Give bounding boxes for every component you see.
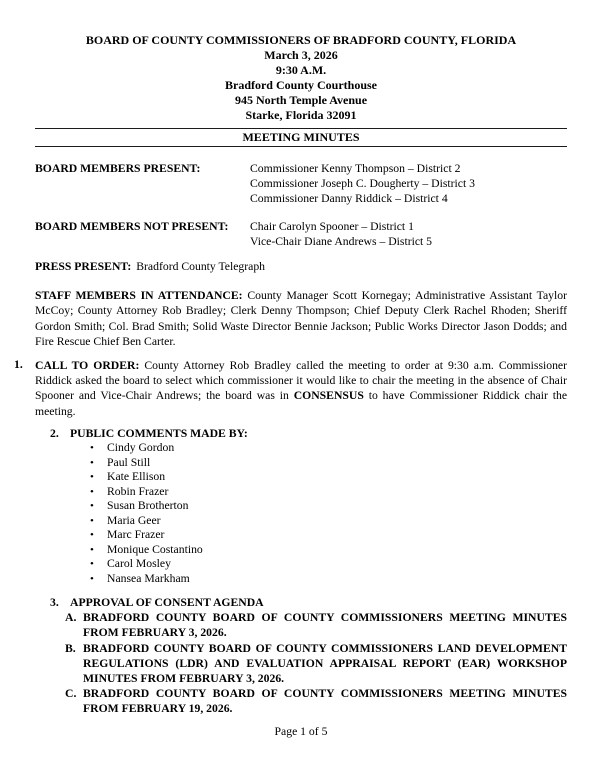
speaker-name: Nansea Markham: [107, 571, 190, 585]
present-member: Commissioner Danny Riddick – District 4: [250, 192, 448, 206]
bullet-icon: •: [90, 500, 94, 513]
speaker-name: Maria Geer: [107, 513, 161, 527]
subitem-letter: A.: [65, 611, 77, 625]
list-item: [90, 456, 567, 471]
speaker-name: Kate Ellison: [107, 470, 166, 484]
item-2-number: 2.: [50, 426, 59, 440]
speaker-name: Marc Frazer: [107, 528, 165, 542]
call-to-order-text: County Attorney Rob Bradley called the meeting to order at 9:30 a.m. Commissioner Riddick asked the board to select which commissioner it would like to chair the meeting in the absence of Chair Spooner and Vice-Chair Andrews; the board was in: [35, 359, 568, 403]
speaker-name: Robin Frazer: [107, 484, 169, 498]
board-title: BOARD OF COUNTY COMMISSIONERS OF BRADFORD COUNTY, FLORIDA: [85, 33, 517, 47]
speaker-name: Carol Mosley: [107, 557, 171, 571]
bullet-icon: •: [90, 543, 94, 556]
speaker-name: Cindy Gordon: [107, 441, 175, 455]
list-item: [90, 514, 567, 529]
bullet-icon: •: [90, 442, 94, 455]
meeting-minutes-title: MEETING MINUTES: [242, 130, 360, 144]
call-to-order-body: [35, 358, 567, 419]
list-item: [90, 528, 567, 543]
subitem-letter: B.: [65, 641, 76, 655]
consensus-word: CONSENSUS: [293, 389, 364, 403]
consent-agenda-subitem: [65, 686, 567, 716]
agenda-item-public-comments: [50, 426, 567, 441]
bullet-icon: •: [90, 456, 94, 469]
staff-attendance-text: County Manager Scott Kornegay; Administrative Assistant Taylor McCoy; County Attorney Rob Bradley; Clerk Denny Thompson; Chief Deputy Clerk Rachel Rhoden; Sheriff Gordon Smith; Col. Brad Smith; Solid Waste Director Bennie Jackson; Public Works Director Jason Dodds; and Fire Rescue Chief Ben Carter.: [35, 289, 568, 348]
consent-agenda-subitem: [65, 610, 567, 640]
meeting-date: March 3, 2026: [264, 48, 338, 62]
subitem-text: BRADFORD COUNTY BOARD OF COUNTY COMMISSIONERS MEETING MINUTES FROM FEBRUARY 19, 2026.: [83, 687, 567, 716]
present-member: Commissioner Joseph C. Dougherty – District 3: [250, 177, 475, 191]
board-members-present-section: [35, 161, 567, 207]
bullet-icon: •: [90, 558, 94, 571]
press-present-value: Bradford County Telegraph: [136, 260, 266, 274]
public-comment-speakers-list: [90, 441, 567, 586]
present-list: [250, 161, 567, 207]
present-member: Commissioner Kenny Thompson – District 2: [250, 162, 461, 175]
bullet-icon: •: [90, 485, 94, 498]
subitem-text: BRADFORD COUNTY BOARD OF COUNTY COMMISSIONERS LAND DEVELOPMENT REGULATIONS (LDR) AND EVALUATION APPRAISAL REPORT (EAR) WORKSHOP MINUTES FROM FEBRUARY 3, 2026.: [83, 641, 567, 686]
consent-agenda-label: APPROVAL OF CONSENT AGENDA: [70, 596, 264, 610]
not-present-member: Vice-Chair Diane Andrews – District 5: [250, 234, 433, 248]
meeting-time: 9:30 A.M.: [275, 63, 327, 77]
page-footer: Page 1 of 5: [274, 724, 328, 738]
present-label: BOARD MEMBERS PRESENT:: [35, 162, 201, 175]
speaker-name: Paul Still: [107, 455, 151, 469]
bullet-icon: •: [90, 471, 94, 484]
list-item: [90, 543, 567, 558]
list-item: [90, 572, 567, 587]
agenda-item-consent-agenda: [50, 595, 567, 610]
subitem-text: BRADFORD COUNTY BOARD OF COUNTY COMMISSIONERS MEETING MINUTES FROM FEBRUARY 3, 2026.: [83, 611, 567, 640]
consent-agenda-subitem: [65, 641, 567, 687]
venue-name: Bradford County Courthouse: [224, 78, 377, 92]
venue-city-state-zip: Starke, Florida 32091: [245, 108, 357, 122]
list-item: [90, 557, 567, 572]
subitem-letter: C.: [65, 687, 77, 701]
not-present-label: BOARD MEMBERS NOT PRESENT:: [35, 219, 229, 233]
public-comments-label: PUBLIC COMMENTS MADE BY:: [70, 426, 248, 440]
press-present-label: PRESS PRESENT:: [35, 260, 132, 274]
venue-address: 945 North Temple Avenue: [234, 93, 368, 107]
board-members-not-present-section: [35, 219, 567, 249]
list-item: [90, 470, 567, 485]
staff-attendance-paragraph: [35, 288, 567, 349]
speaker-name: Susan Brotherton: [107, 499, 189, 513]
list-item: [90, 485, 567, 500]
list-item: [90, 499, 567, 514]
call-to-order-label: CALL TO ORDER:: [35, 359, 140, 373]
call-to-order-text-after: to have Commissioner Riddick chair the meeting.: [35, 389, 568, 418]
bullet-icon: •: [90, 514, 94, 527]
speaker-name: Monique Costantino: [107, 542, 203, 556]
item-3-number: 3.: [50, 596, 59, 610]
bullet-icon: •: [90, 529, 94, 542]
item-1-number: 1.: [14, 358, 23, 372]
staff-attendance-label: STAFF MEMBERS IN ATTENDANCE:: [35, 289, 243, 303]
not-present-list: [250, 219, 567, 249]
list-item: [90, 441, 567, 456]
divider-bottom: [35, 146, 567, 147]
bullet-icon: •: [90, 572, 94, 585]
agenda-item-call-to-order: [14, 358, 567, 419]
document-header: [35, 33, 567, 123]
not-present-member: Chair Carolyn Spooner – District 1: [250, 219, 414, 233]
press-present-section: [35, 259, 567, 274]
